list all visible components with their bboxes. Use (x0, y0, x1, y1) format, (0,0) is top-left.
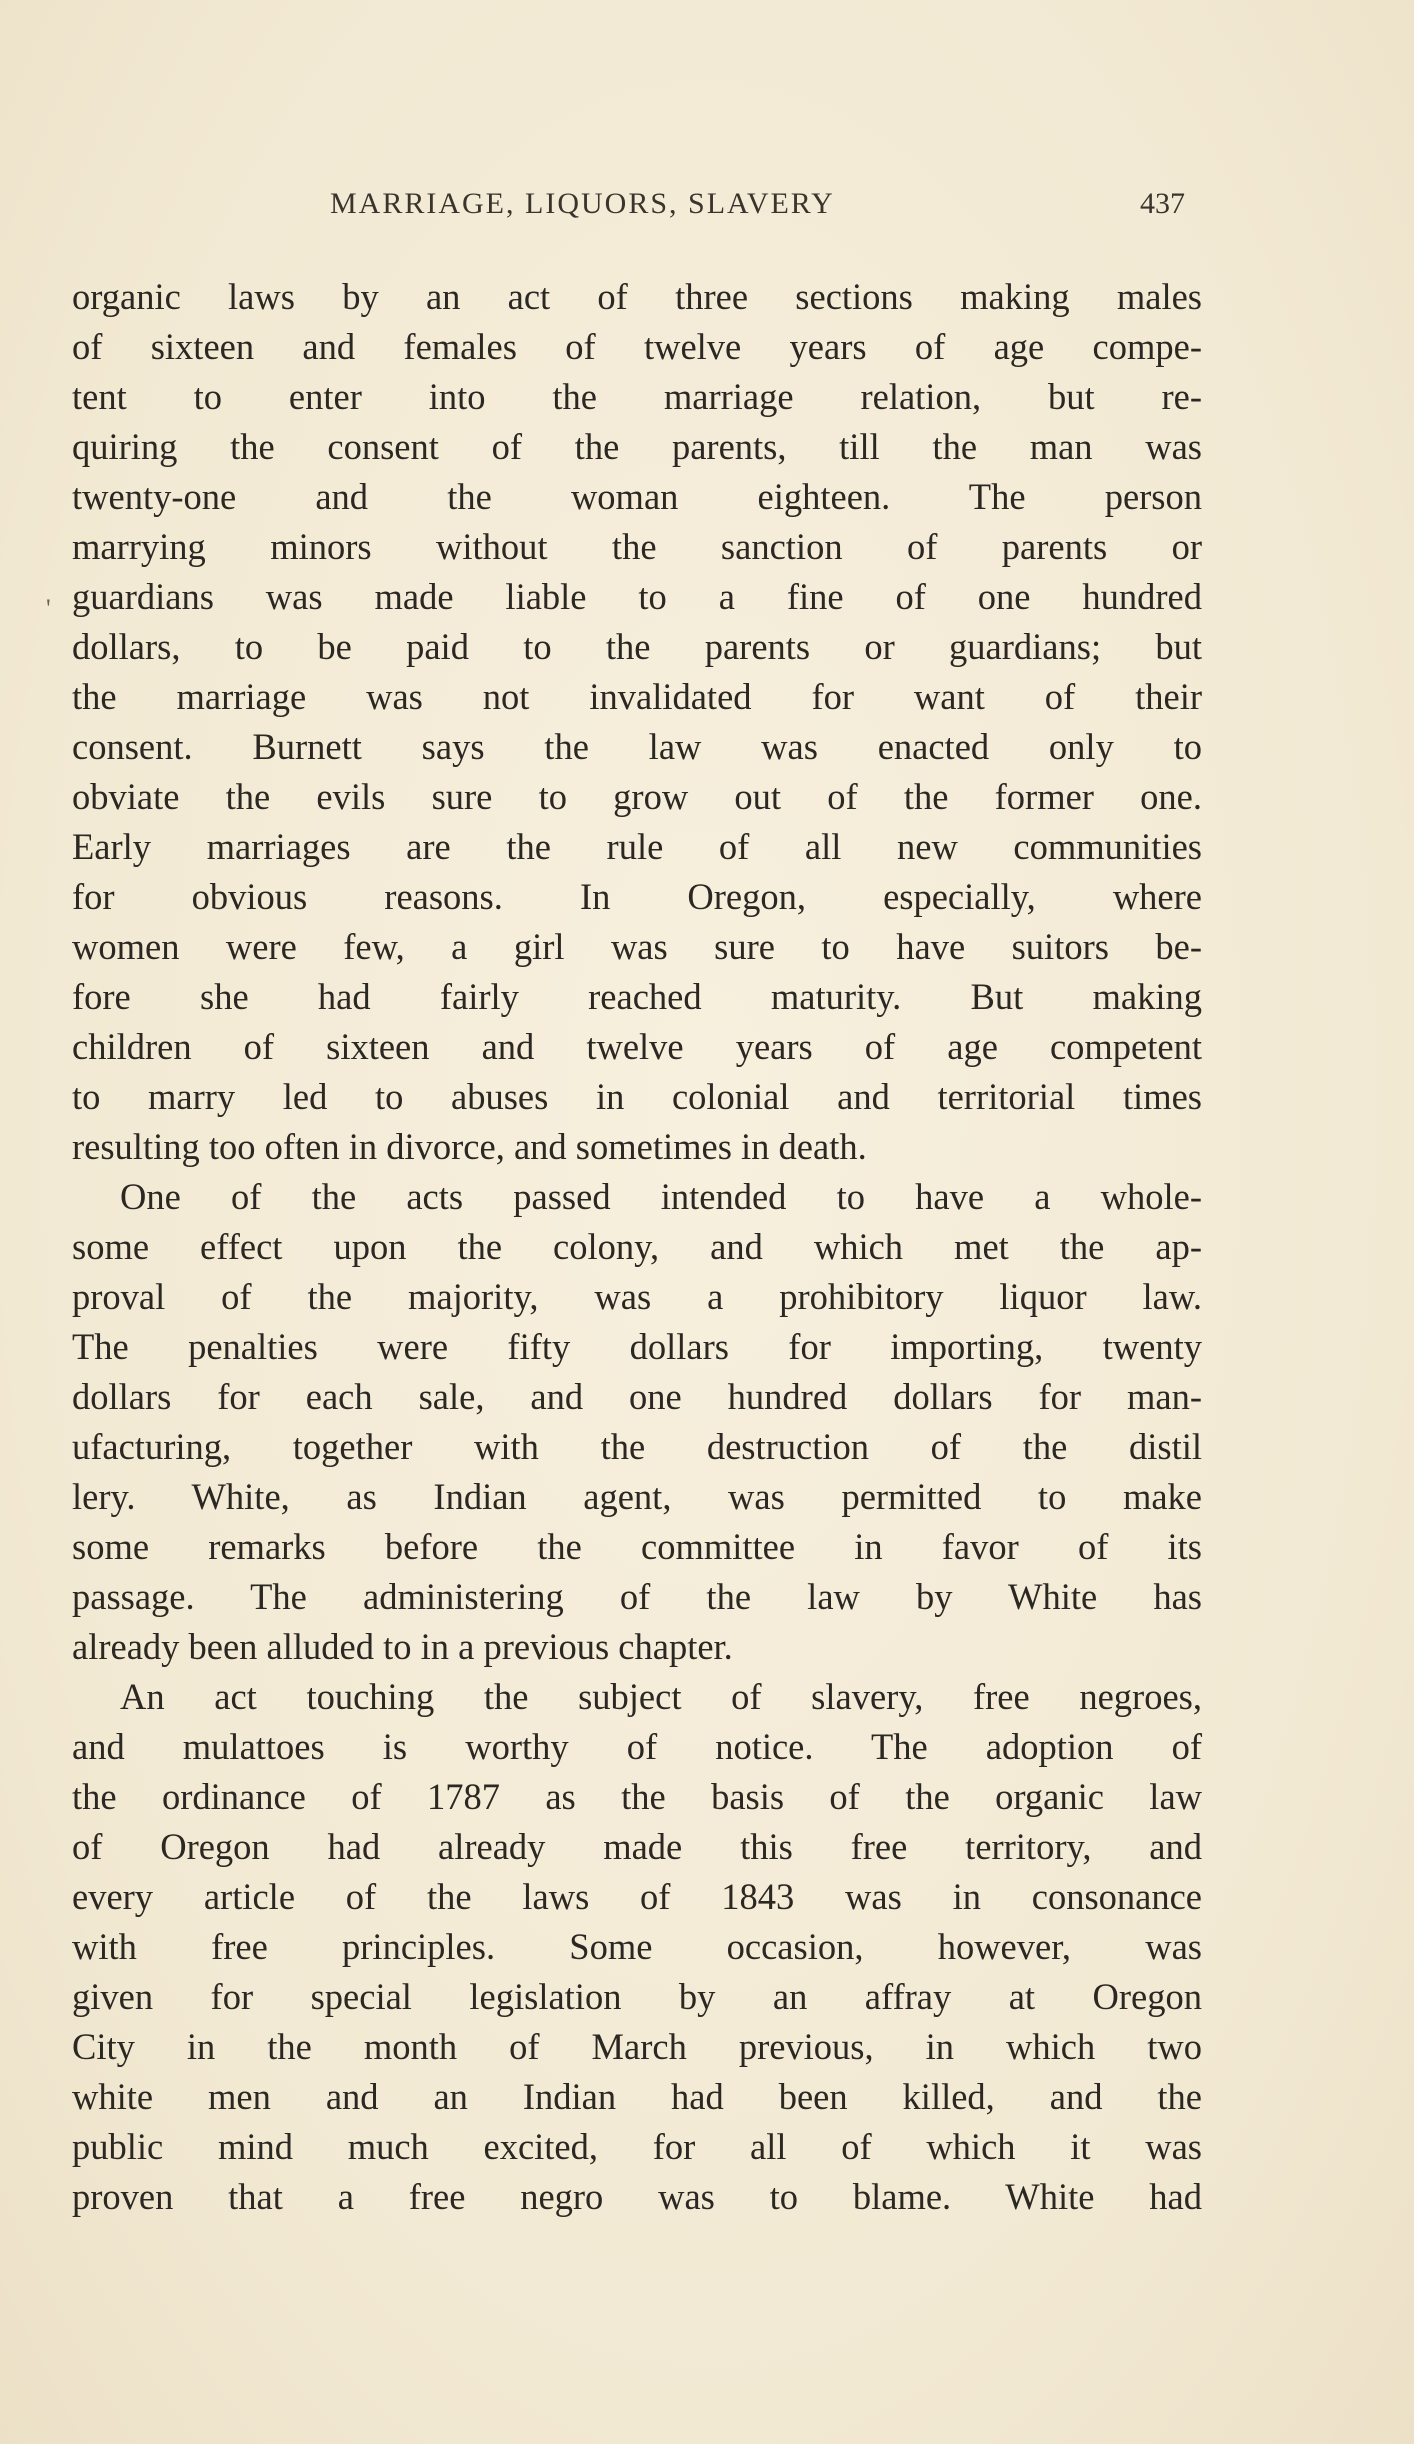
text-line: proval of the majority, was a prohibitory liquor law. (72, 1276, 1202, 1317)
text-line: ufacturing, together with the destruction of the distil (72, 1426, 1202, 1467)
text-line: guardians was made liable to a fine of one hundred (72, 576, 1202, 617)
body-text (72, 272, 1202, 2222)
text-line: quiring the consent of the parents, till the man was (72, 426, 1202, 467)
text-line: fore she had fairly reached maturity. But making (72, 976, 1202, 1017)
text-line: One of the acts passed intended to have a whole- (120, 1176, 1202, 1217)
text-line: every article of the laws of 1843 was in consonance (72, 1876, 1202, 1917)
text-line: already been alluded to in a previous chapter. (72, 1626, 733, 1667)
text-line: the marriage was not invalidated for want of their (72, 676, 1202, 717)
text-line: consent. Burnett says the law was enacted only to (72, 726, 1202, 767)
text-line: dollars, to be paid to the parents or guardians; but (72, 626, 1202, 667)
text-line: with free principles. Some occasion, however, was (72, 1926, 1202, 1967)
text-line: some effect upon the colony, and which met the ap- (72, 1226, 1202, 1267)
text-line: tent to enter into the marriage relation, but re- (72, 376, 1202, 417)
text-line: An act touching the subject of slavery, free negroes, (120, 1676, 1202, 1717)
text-line: lery. White, as Indian agent, was permitted to make (72, 1476, 1202, 1517)
text-line: proven that a free negro was to blame. White had (72, 2176, 1202, 2217)
text-line: white men and an Indian had been killed, and the (72, 2076, 1202, 2117)
running-title: MARRIAGE, LIQUORS, SLAVERY (330, 187, 835, 220)
margin-mark: ' (46, 594, 51, 623)
text-line: obviate the evils sure to grow out of the former one. (72, 776, 1202, 817)
running-head (0, 187, 1414, 227)
text-line: to marry led to abuses in colonial and territorial times (72, 1076, 1202, 1117)
page-number: 437 (1140, 187, 1185, 220)
text-line: resulting too often in divorce, and sometimes in death. (72, 1126, 867, 1167)
text-line: dollars for each sale, and one hundred dollars for man- (72, 1376, 1202, 1417)
text-line: of sixteen and females of twelve years of age compe- (72, 326, 1202, 367)
text-line: women were few, a girl was sure to have suitors be- (72, 926, 1202, 967)
text-line: The penalties were fifty dollars for importing, twenty (72, 1326, 1202, 1367)
text-line: the ordinance of 1787 as the basis of the organic law (72, 1776, 1202, 1817)
text-line: passage. The administering of the law by White has (72, 1576, 1202, 1617)
text-line: some remarks before the committee in favor of its (72, 1526, 1202, 1567)
text-line: children of sixteen and twelve years of age competent (72, 1026, 1202, 1067)
text-line: of Oregon had already made this free territory, and (72, 1826, 1202, 1867)
text-line: for obvious reasons. In Oregon, especially, where (72, 876, 1202, 917)
text-line: and mulattoes is worthy of notice. The adoption of (72, 1726, 1202, 1767)
text-line: marrying minors without the sanction of parents or (72, 526, 1202, 567)
text-line: twenty-one and the woman eighteen. The person (72, 476, 1202, 517)
text-line: organic laws by an act of three sections making males (72, 276, 1202, 317)
text-line: City in the month of March previous, in which two (72, 2026, 1202, 2067)
text-line: given for special legislation by an affray at Oregon (72, 1976, 1202, 2017)
text-line: public mind much excited, for all of which it was (72, 2126, 1202, 2167)
text-line: Early marriages are the rule of all new communities (72, 826, 1202, 867)
